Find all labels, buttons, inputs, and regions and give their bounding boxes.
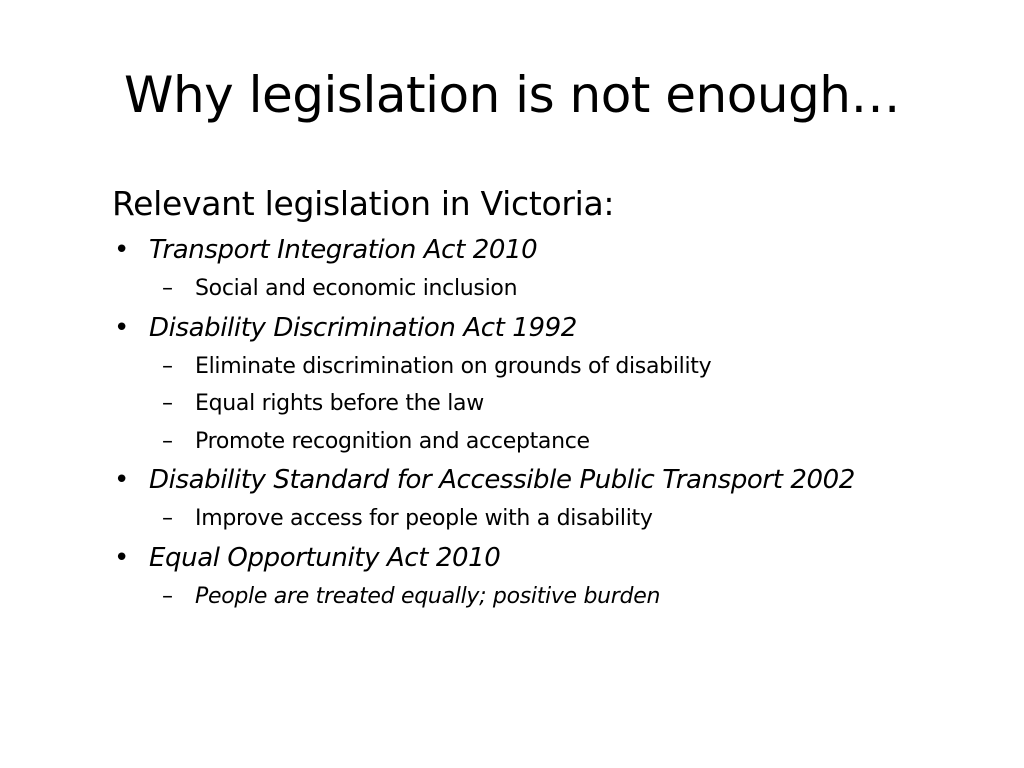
dash-icon: – — [162, 506, 173, 531]
legislation-list — [112, 230, 992, 615]
legislation-item — [112, 308, 992, 461]
legislation-item — [112, 460, 992, 538]
sub-point-text: Social and economic inclusion — [195, 276, 518, 301]
bullet-icon: • — [114, 235, 130, 265]
legislation-title: Disability Standard for Accessible Public Transport 2002 — [149, 465, 855, 495]
sub-point — [112, 270, 992, 308]
legislation-sub-list — [112, 270, 992, 308]
legislation-bullet-row — [112, 460, 992, 500]
sub-point — [112, 385, 992, 423]
slide-title: Why legislation is not enough… — [124, 66, 900, 124]
bullet-icon: • — [114, 542, 130, 573]
legislation-sub-list — [112, 348, 992, 461]
dash-icon: – — [162, 428, 173, 454]
sub-point — [112, 423, 992, 461]
legislation-title: Disability Discrimination Act 1992 — [149, 312, 577, 343]
sub-point — [112, 348, 992, 386]
sub-point-text: People are treated equally; positive burden — [195, 583, 661, 609]
legislation-bullet-row — [112, 308, 992, 348]
dash-icon: – — [162, 353, 173, 379]
sub-point — [112, 578, 992, 616]
sub-point-text: Promote recognition and acceptance — [195, 428, 590, 454]
legislation-item — [112, 230, 992, 308]
sub-point-text: Eliminate discrimination on grounds of disability — [195, 353, 712, 379]
legislation-item — [112, 538, 992, 616]
bullet-icon: • — [114, 312, 130, 343]
intro-heading: Relevant legislation in Victoria: — [112, 184, 615, 223]
dash-icon: – — [162, 583, 173, 609]
sub-point — [112, 500, 992, 538]
legislation-title: Equal Opportunity Act 2010 — [149, 542, 501, 573]
legislation-bullet-row — [112, 538, 992, 578]
sub-point-text: Equal rights before the law — [195, 391, 484, 416]
legislation-sub-list — [112, 500, 992, 538]
legislation-sub-list — [112, 578, 992, 616]
legislation-bullet-row — [112, 230, 992, 270]
slide-content — [112, 178, 992, 615]
dash-icon: – — [162, 276, 173, 301]
sub-point-text: Improve access for people with a disability — [195, 506, 653, 531]
legislation-title: Transport Integration Act 2010 — [149, 235, 538, 265]
bullet-icon: • — [114, 465, 130, 495]
dash-icon: – — [162, 391, 173, 416]
